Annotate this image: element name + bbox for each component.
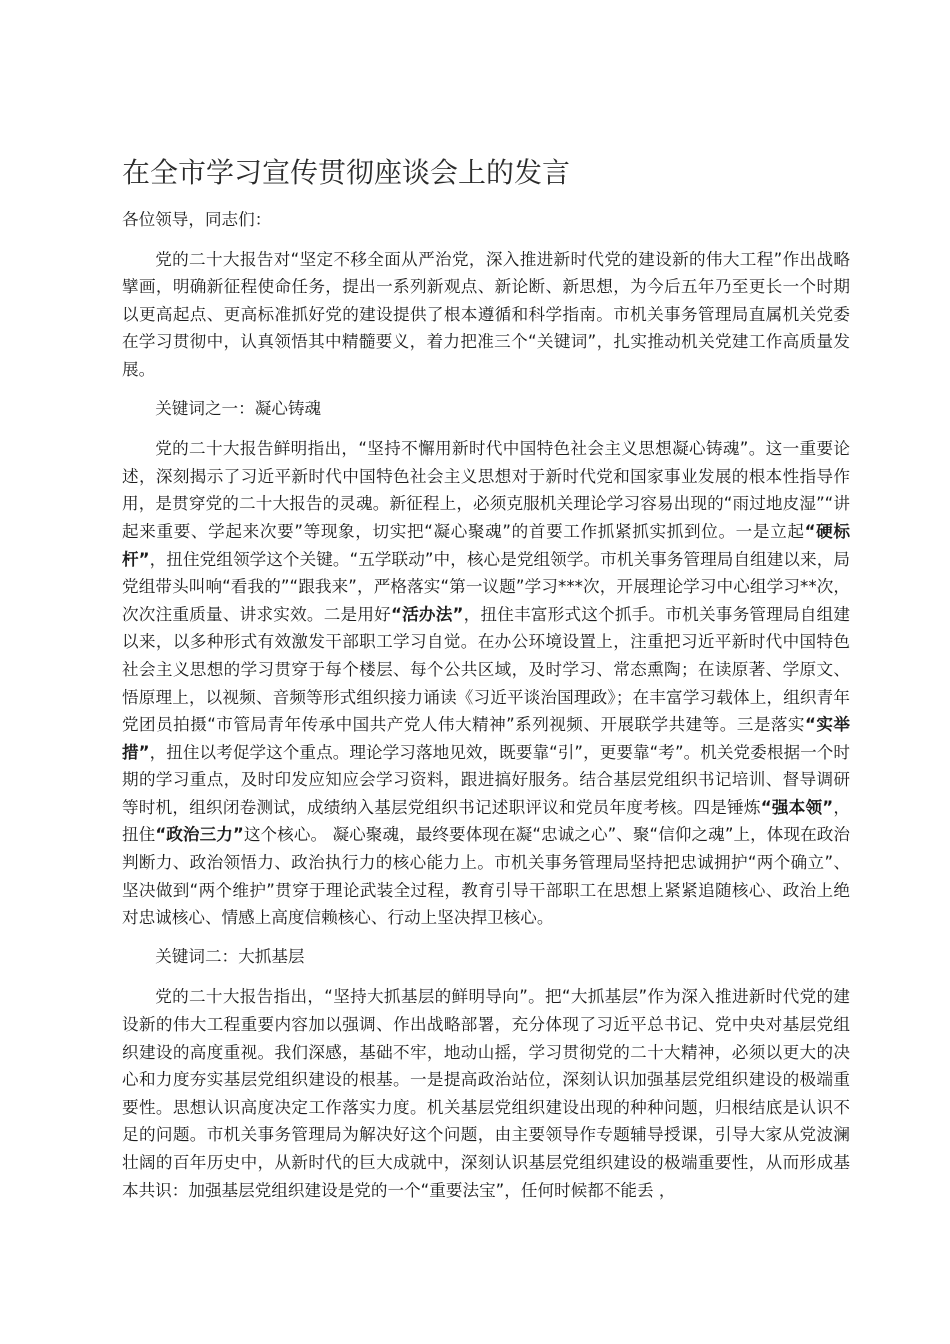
- section-1-text-6: 这个核心。 凝心聚魂，最终要体现在凝“忠诚之心”、聚“信仰之魂”上，体现在政治判断力、政治领悟力、政治执行力的核心能力上。市机关事务管理局坚持把忠诚拥护“两个确立”、坚决做到“两个维护”贯穿于理论武装全过程，教育引导干部职工在思想上紧紧追随核心、政治上绝对忠诚核心、情感上高度信赖核心、行动上坚决捍卫核心。: [122, 825, 851, 928]
- section-1-text-1: 党的二十大报告鲜明指出，“坚持不懈用新时代中国特色社会主义思想凝心铸魂”。这一重要论述，深刻揭示了习近平新时代中国特色社会主义思想对于新时代党和国家事业发展的根本性指导作用，是贯穿党的二十大报告的灵魂。新征程上，必须克服机关理论学习容易出现的“雨过地皮湿”“讲起来重要、学起来次要”等现象，切实把“凝心聚魂”的首要工作抓紧抓实抓到位。一是立起: [122, 439, 850, 541]
- section-2-paragraph: 党的二十大报告指出，“坚持大抓基层的鲜明导向”。把“大抓基层”作为深入推进新时代党的建设新的伟大工程重要内容加以强调、作出战略部署，充分体现了习近平总书记、党中央对基层党组织建设的高度重视。我们深感，基础不牢，地动山摇，学习贯彻党的二十大精神，必须以更大的决心和力度夯实基层党组织建设的根基。一是提高政治站位，深刻认识加强基层党组织建设的极端重要性。思想认识高度决定工作落实力度。机关基层党组织建设出现的种种问题，归根结底是认识不足的问题。市机关事务管理局为解决好这个问题，由主要领导作专题辅导授课，引导大家从党波澜壮阔的百年历史中，从新时代的巨大成就中，深刻认识基层党组织建设的极端重要性，从而形成基本共识：加强基层党组织建设是党的一个“重要法宝”，任何时候都不能丢 ，: [122, 987, 850, 1200]
- section-1-keyword-4: “强本领”: [760, 797, 834, 817]
- section-1-paragraph: [122, 435, 850, 932]
- section-1-keyword-5: “政治三力”: [155, 825, 244, 845]
- section-1-heading: 关键词之一：凝心铸魂: [155, 398, 322, 418]
- section-2-heading: 关键词二：大抓基层: [155, 946, 305, 966]
- section-1-text-2: ，扭住党组领学这个关键。“五学联动”中，核心是党组领学。市机关事务管理局自组建以来，局党组带头叫响“看我的”“跟我来”，严格落实“第一议题”学习***次，开展理论学习中心组学习**次，次次注重质量、讲求实效。二是用好: [122, 549, 850, 624]
- intro-paragraph: 党的二十大报告对“坚定不移全面从严治党，深入推进新时代党的建设新的伟大工程”作出战略擘画，明确新征程使命任务，提出一系列新观点、新论断、新思想，为今后五年乃至更长一个时期以更高起点、更高标准抓好党的建设提供了根本遵循和科学指南。市机关事务管理局直属机关党委在学习贯彻中，认真领悟其中精髓要义，着力把准三个“关键词”，扎实推动机关党建工作高质量发展。: [122, 249, 850, 379]
- section-1-keyword-2: “活办法”: [390, 604, 464, 624]
- document-body: [122, 206, 850, 1215]
- section-1-keyword-1: “硬标杆”: [122, 521, 850, 569]
- document-title: 在全市学习宣传贯彻座谈会上的发言: [122, 156, 571, 189]
- salutation: 各位领导，同志们：: [122, 210, 272, 229]
- section-1-text-3: ，扭住丰富形式这个抓手。市机关事务管理局自组建以来，以多种形式有效激发干部职工学习自觉。在办公环境设置上，注重把习近平新时代中国特色社会主义思想的学习贯穿于每个楼层、每个公共区域，及时学习、常态熏陶；在读原著、学原文、悟原理上，以视频、音频等形式组织接力诵读《习近平谈治国理政》；在丰富学习载体上，组织青年党团员拍摄“市管局青年传承中国共产党人伟大精神”系列视频、开展联学共建等。三是落实: [122, 604, 851, 735]
- section-1-text-5: ，扭住: [122, 797, 851, 845]
- section-1-text-4: ，扭住以考促学这个重点。理论学习落地见效，既要靠“引”，更要靠“考”。机关党委根据一个时期的学习重点，及时印发应知应会学习资料，跟进搞好服务。结合基层党组织书记培训、督导调研等时机，组织闭卷测试，成绩纳入基层党组织书记述职评议和党员年度考核。四是锤炼: [122, 742, 851, 817]
- section-1-keyword-3: “实举措”: [122, 715, 851, 762]
